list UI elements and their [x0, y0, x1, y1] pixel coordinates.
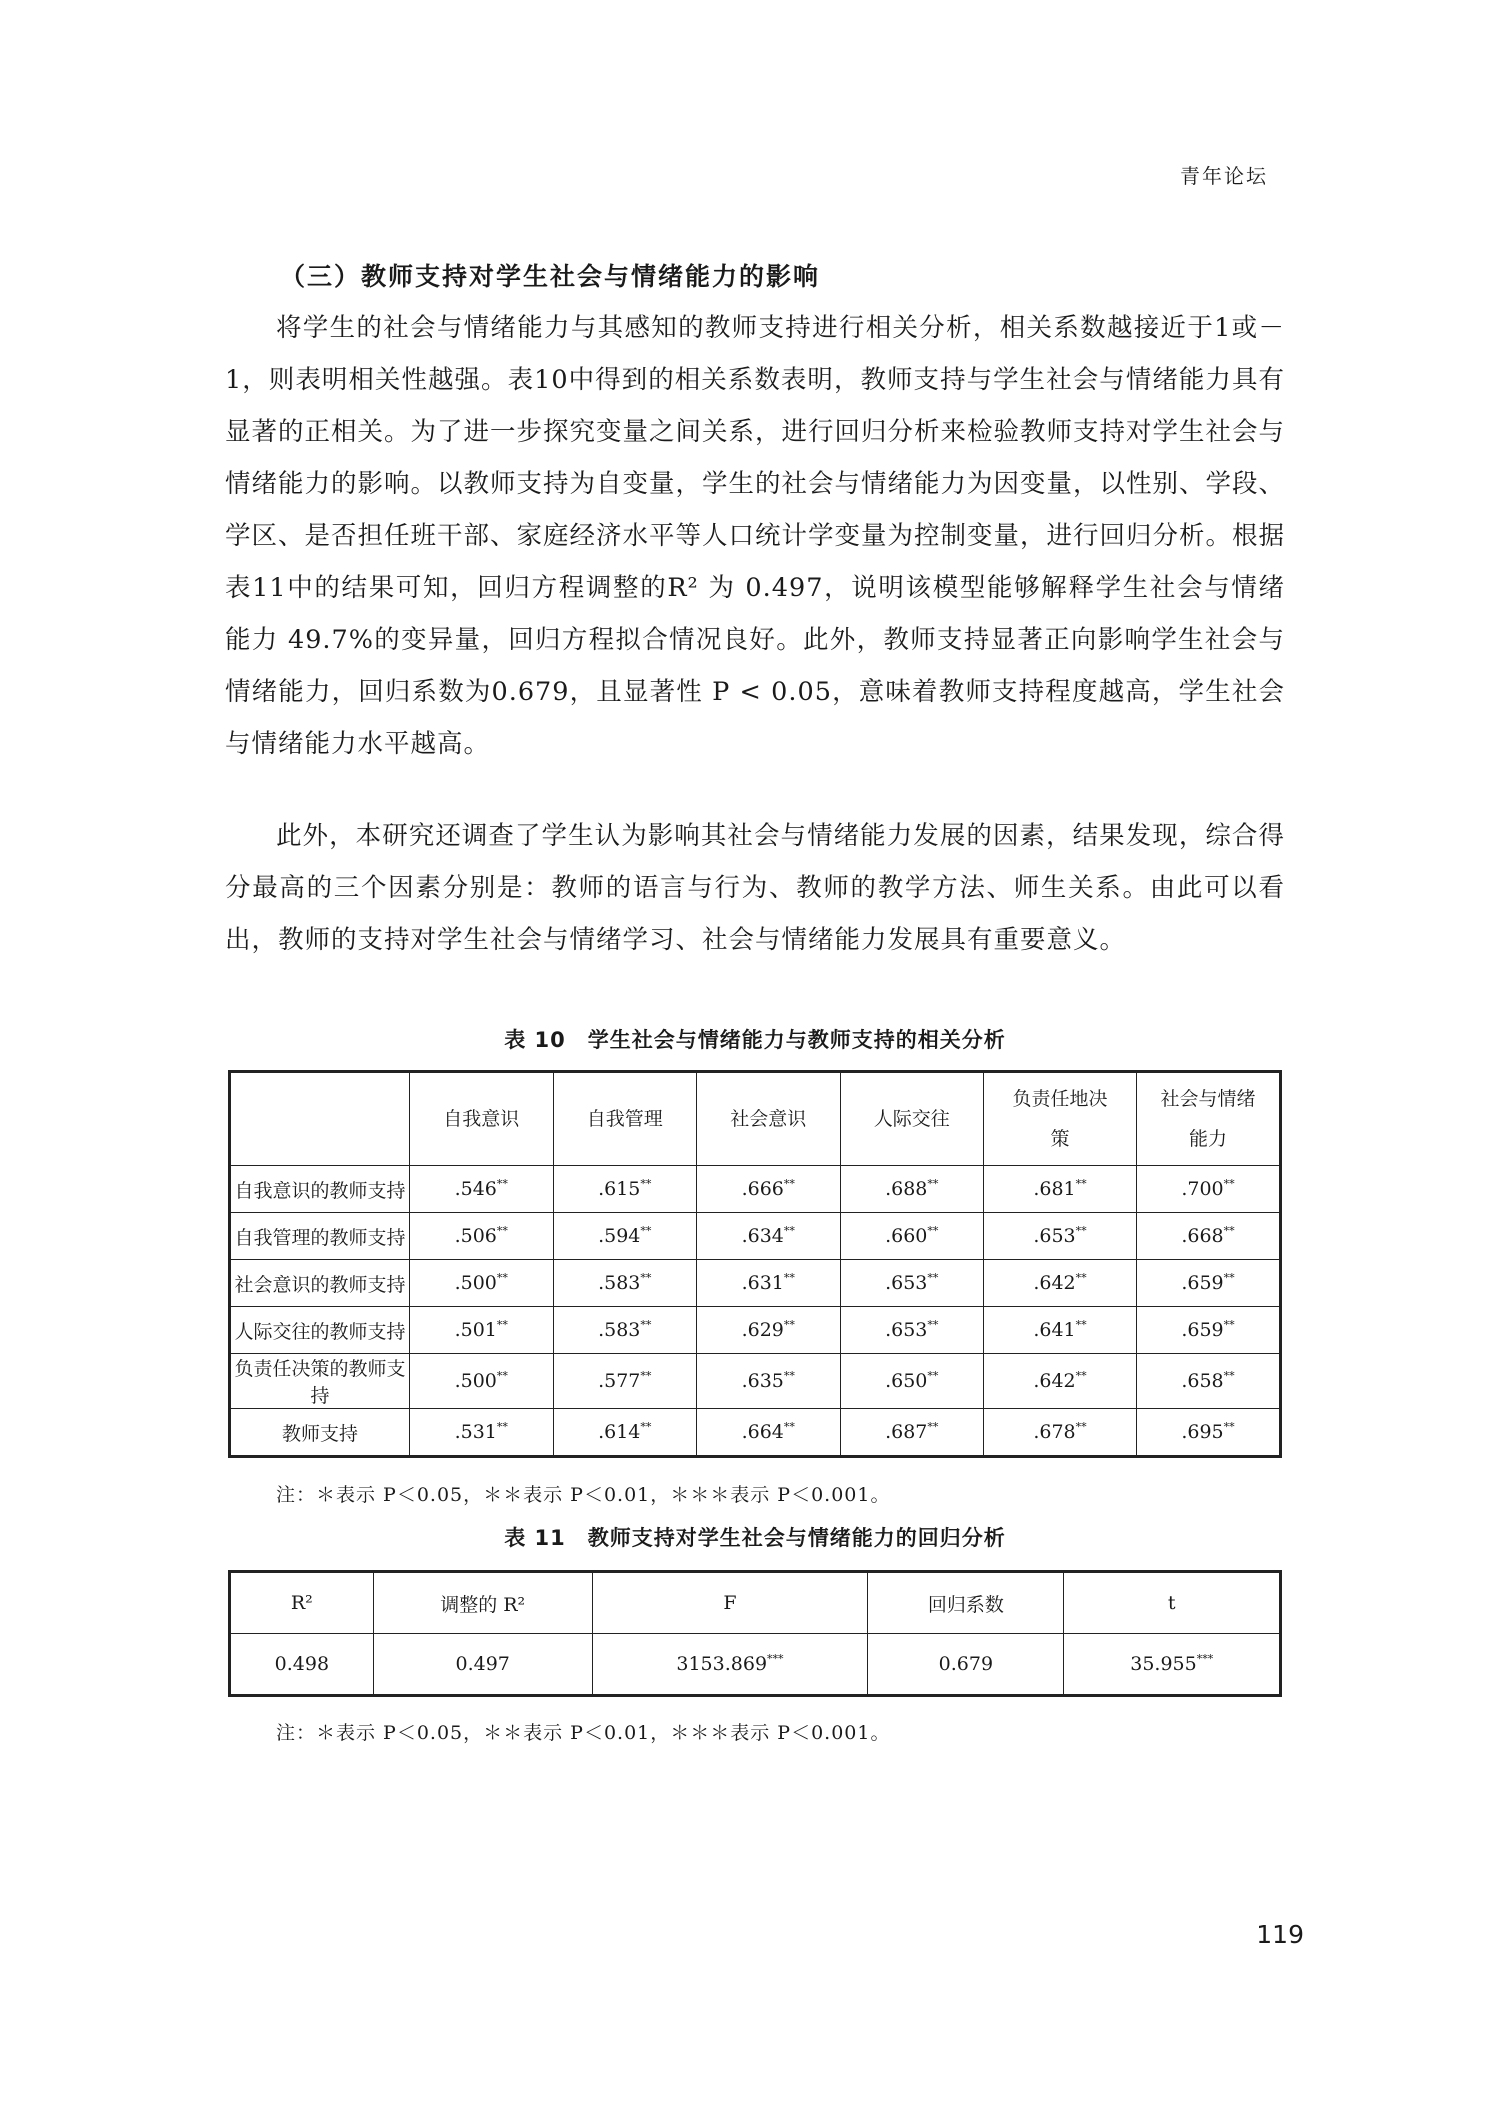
table10-cell: .631** [697, 1260, 841, 1307]
table10-cell: .641** [984, 1307, 1137, 1354]
table11-cell: 0.497 [373, 1634, 592, 1696]
table10-row-label: 社会意识的教师支持 [230, 1260, 410, 1307]
table-row [230, 1409, 1281, 1457]
table10-corner-cell [230, 1072, 410, 1166]
table11 [228, 1570, 1282, 1697]
table10-cell: .659** [1137, 1307, 1281, 1354]
table10-cell: .583** [553, 1307, 697, 1354]
table11-cell: 3153.869*** [592, 1634, 868, 1696]
table10-cell: .659** [1137, 1260, 1281, 1307]
table10-cell: .678** [984, 1409, 1137, 1457]
table10-cell: .506** [410, 1213, 554, 1260]
table10-cell: .642** [984, 1260, 1137, 1307]
table10-cell: .653** [840, 1260, 984, 1307]
table10-cell: .666** [697, 1166, 841, 1213]
table10-note: 注：＊表示 P＜0.05，＊＊表示 P＜0.01，＊＊＊表示 P＜0.001。 [276, 1484, 891, 1506]
table10-col-header: 自我管理 [553, 1072, 697, 1166]
table10-cell: .653** [984, 1213, 1137, 1260]
table10-row-label: 负责任决策的教师支持 [230, 1354, 410, 1409]
table11-note: 注：＊表示 P＜0.05，＊＊表示 P＜0.01，＊＊＊表示 P＜0.001。 [276, 1722, 891, 1744]
table-row [230, 1166, 1281, 1213]
table10-row-label: 自我意识的教师支持 [230, 1166, 410, 1213]
table10-cell: .695** [1137, 1409, 1281, 1457]
table10-cell: .660** [840, 1213, 984, 1260]
table10 [228, 1070, 1282, 1458]
table10-cell: .688** [840, 1166, 984, 1213]
page-number: 119 [1256, 1920, 1304, 1949]
body-paragraph-1: 将学生的社会与情绪能力与其感知的教师支持进行相关分析，相关系数越接近于1或－1，则表明相关性越强。表10中得到的相关系数表明，教师支持与学生社会与情绪能力具有显著的正相关。为了进一步探究变量之间关系，进行回归分析来检验教师支持对学生社会与情绪能力的影响。以教师支持为自变量，学生的社会与情绪能力为因变量，以性别、学段、学区、是否担任班干部、家庭经济水平等人口统计学变量为控制变量，进行回归分析。根据表11中的结果可知，回归方程调整的R² 为 0.497，说明该模型能够解释学生社会与情绪能力 49.7%的变异量，回归方程拟合情况良好。此外，教师支持显著正向影响学生社会与情绪能力，回归系数为0.679，且显著性 P < 0.05，意味着教师支持程度越高，学生社会与情绪能力水平越高。 [225, 313, 1286, 759]
body-paragraph-2: 此外，本研究还调查了学生认为影响其社会与情绪能力发展的因素，结果发现，综合得分最高的三个因素分别是：教师的语言与行为、教师的教学方法、师生关系。由此可以看出，教师的支持对学生社会与情绪学习、社会与情绪能力发展具有重要意义。 [225, 821, 1285, 955]
table-row [230, 1354, 1281, 1409]
table-row [230, 1307, 1281, 1354]
table10-cell: .583** [553, 1260, 697, 1307]
table11-col-header: 调整的 R² [373, 1572, 592, 1634]
table10-cell: .650** [840, 1354, 984, 1409]
table10-header-row [230, 1072, 1281, 1166]
table10-col-header: 社会意识 [697, 1072, 841, 1166]
table10-cell: .687** [840, 1409, 984, 1457]
table10-cell: .500** [410, 1354, 554, 1409]
table11-col-header: t [1064, 1572, 1281, 1634]
table-row [230, 1260, 1281, 1307]
table10-cell: .635** [697, 1354, 841, 1409]
table10-cell: .614** [553, 1409, 697, 1457]
table10-cell: .664** [697, 1409, 841, 1457]
table10-row-label: 教师支持 [230, 1409, 410, 1457]
table10-cell: .668** [1137, 1213, 1281, 1260]
table10-caption: 表 10 学生社会与情绪能力与教师支持的相关分析 [504, 1028, 1006, 1052]
table10-row-label: 自我管理的教师支持 [230, 1213, 410, 1260]
table10-col-header: 自我意识 [410, 1072, 554, 1166]
table10-cell: .700** [1137, 1166, 1281, 1213]
table11-col-header: 回归系数 [868, 1572, 1064, 1634]
table11-col-header: R² [230, 1572, 374, 1634]
table10-cell: .634** [697, 1213, 841, 1260]
table10-body [230, 1166, 1281, 1457]
table11-header-row [230, 1572, 1281, 1634]
table-row [230, 1213, 1281, 1260]
table10-cell: .629** [697, 1307, 841, 1354]
table11-cell: 35.955*** [1064, 1634, 1281, 1696]
table10-row-label: 人际交往的教师支持 [230, 1307, 410, 1354]
table10-cell: .594** [553, 1213, 697, 1260]
table10-cell: .501** [410, 1307, 554, 1354]
table11-caption: 表 11 教师支持对学生社会与情绪能力的回归分析 [504, 1526, 1006, 1550]
table10-col-header: 社会与情绪能力 [1137, 1072, 1281, 1166]
running-header: 青年论坛 [1180, 164, 1268, 188]
table10-col-header: 负责任地决策 [984, 1072, 1137, 1166]
table10-cell: .653** [840, 1307, 984, 1354]
table10-cell: .546** [410, 1166, 554, 1213]
table10-cell: .615** [553, 1166, 697, 1213]
table10-cell: .658** [1137, 1354, 1281, 1409]
table10-cell: .500** [410, 1260, 554, 1307]
table11-data-row [230, 1634, 1281, 1696]
table11-cell: 0.498 [230, 1634, 374, 1696]
section-title: （三）教师支持对学生社会与情绪能力的影响 [280, 262, 821, 291]
table11-cell: 0.679 [868, 1634, 1064, 1696]
table10-cell: .577** [553, 1354, 697, 1409]
table10-cell: .531** [410, 1409, 554, 1457]
table10-cell: .681** [984, 1166, 1137, 1213]
table10-cell: .642** [984, 1354, 1137, 1409]
table10-col-header: 人际交往 [840, 1072, 984, 1166]
table11-col-header: F [592, 1572, 868, 1634]
